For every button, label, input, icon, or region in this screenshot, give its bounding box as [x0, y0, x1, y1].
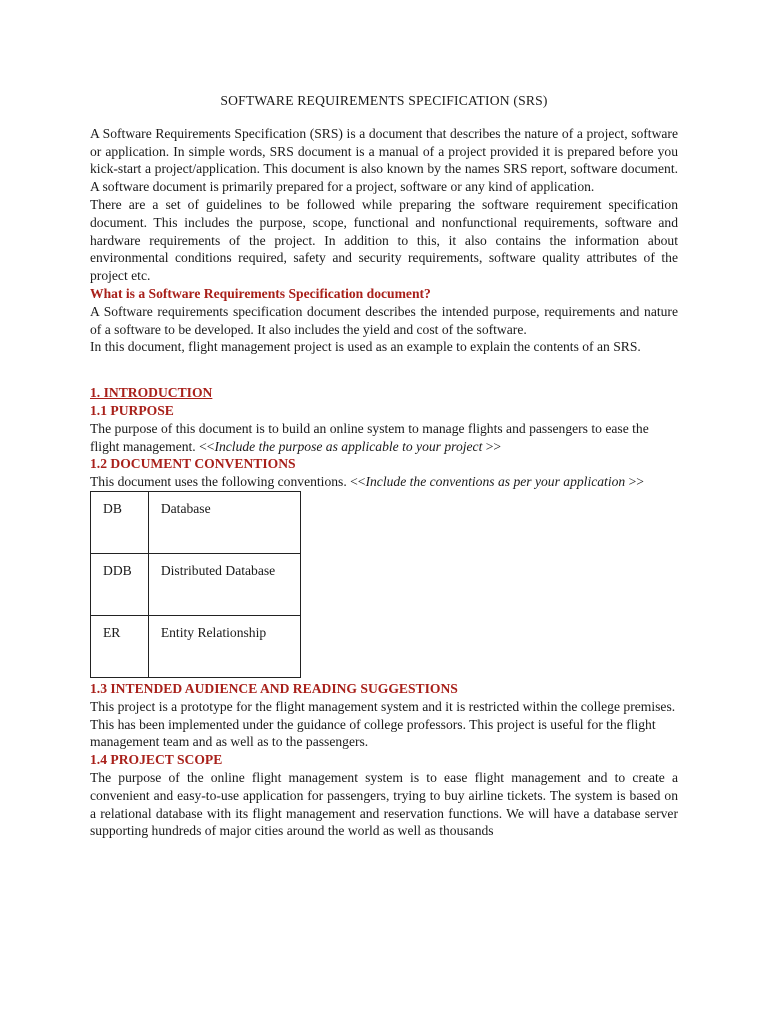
purpose-note: Include the purpose as applicable to your project: [214, 438, 483, 454]
answer-paragraph: A Software requirements specification document describes the intended purpose, requirements and nature of a software to be developed. It also includes the yield and cost of the software.: [90, 303, 678, 337]
conventions-table: [90, 491, 301, 678]
table-row: [91, 491, 301, 553]
table-cell-meaning: Distributed Database: [148, 553, 300, 615]
example-paragraph: In this document, flight management project is used as an example to explain the contents of an SRS.: [90, 339, 641, 355]
question-heading: What is a Software Requirements Specification document?: [90, 285, 431, 301]
table-row: [91, 553, 301, 615]
table-cell-abbr: ER: [91, 615, 149, 677]
section-audience-heading: 1.3 INTENDED AUDIENCE AND READING SUGGESTIONS: [90, 680, 458, 696]
conventions-text: This document uses the following conventions. <<: [90, 474, 366, 490]
conventions-note: Include the conventions as per your application: [365, 474, 626, 490]
audience-paragraph: This project is a prototype for the flight management system and it is restricted within the college premises. This has been implemented under the guidance of college professors. This project is useful for the flight management team and as well as to the passengers.: [90, 698, 676, 750]
table-cell-meaning: Entity Relationship: [148, 615, 300, 677]
document-title: SOFTWARE REQUIREMENTS SPECIFICATION (SRS): [220, 93, 548, 108]
intro-paragraph: A Software Requirements Specification (SRS) is a document that describes the nature of a project, software or application. In simple words, SRS document is a manual of a project provided it is prepared before you kick-start a project/application. This document is also known by the names SRS report, software document. A software document is primarily prepared for a project, software or any kind of application.: [90, 125, 678, 195]
table-cell-abbr: DDB: [91, 553, 149, 615]
guidelines-paragraph: There are a set of guidelines to be followed while preparing the software requirement specification document. This includes the purpose, scope, functional and nonfunctional requirements, software and hardware requirements of the project. In addition to this, it also contains the information about environmental conditions required, safety and security requirements, software quality attributes of the project etc.: [90, 196, 678, 284]
table-cell-meaning: Database: [148, 491, 300, 553]
table-cell-abbr: DB: [91, 491, 149, 553]
section-conventions-heading: 1.2 DOCUMENT CONVENTIONS: [90, 456, 296, 472]
section-introduction-heading: 1. INTRODUCTION: [90, 385, 213, 401]
section-purpose-heading: 1.1 PURPOSE: [90, 402, 174, 418]
scope-paragraph: The purpose of the online flight management system is to ease flight management and to create a convenient and easy-to-use application for passengers, trying to buy airline tickets. The system is based on a relational database with its flight management and reservation functions. We will have a database server supporting hundreds of major cities around the world as well as thousands: [90, 769, 678, 839]
purpose-text: The purpose of this document is to build an online system to manage flights and passengers to ease the flight management. <<: [90, 420, 649, 454]
purpose-paragraph: [90, 420, 678, 456]
conventions-close: >>: [625, 474, 644, 490]
purpose-close: >>: [482, 438, 502, 454]
table-row: [91, 615, 301, 677]
conventions-paragraph: [90, 473, 678, 491]
section-scope-heading: 1.4 PROJECT SCOPE: [90, 752, 223, 768]
